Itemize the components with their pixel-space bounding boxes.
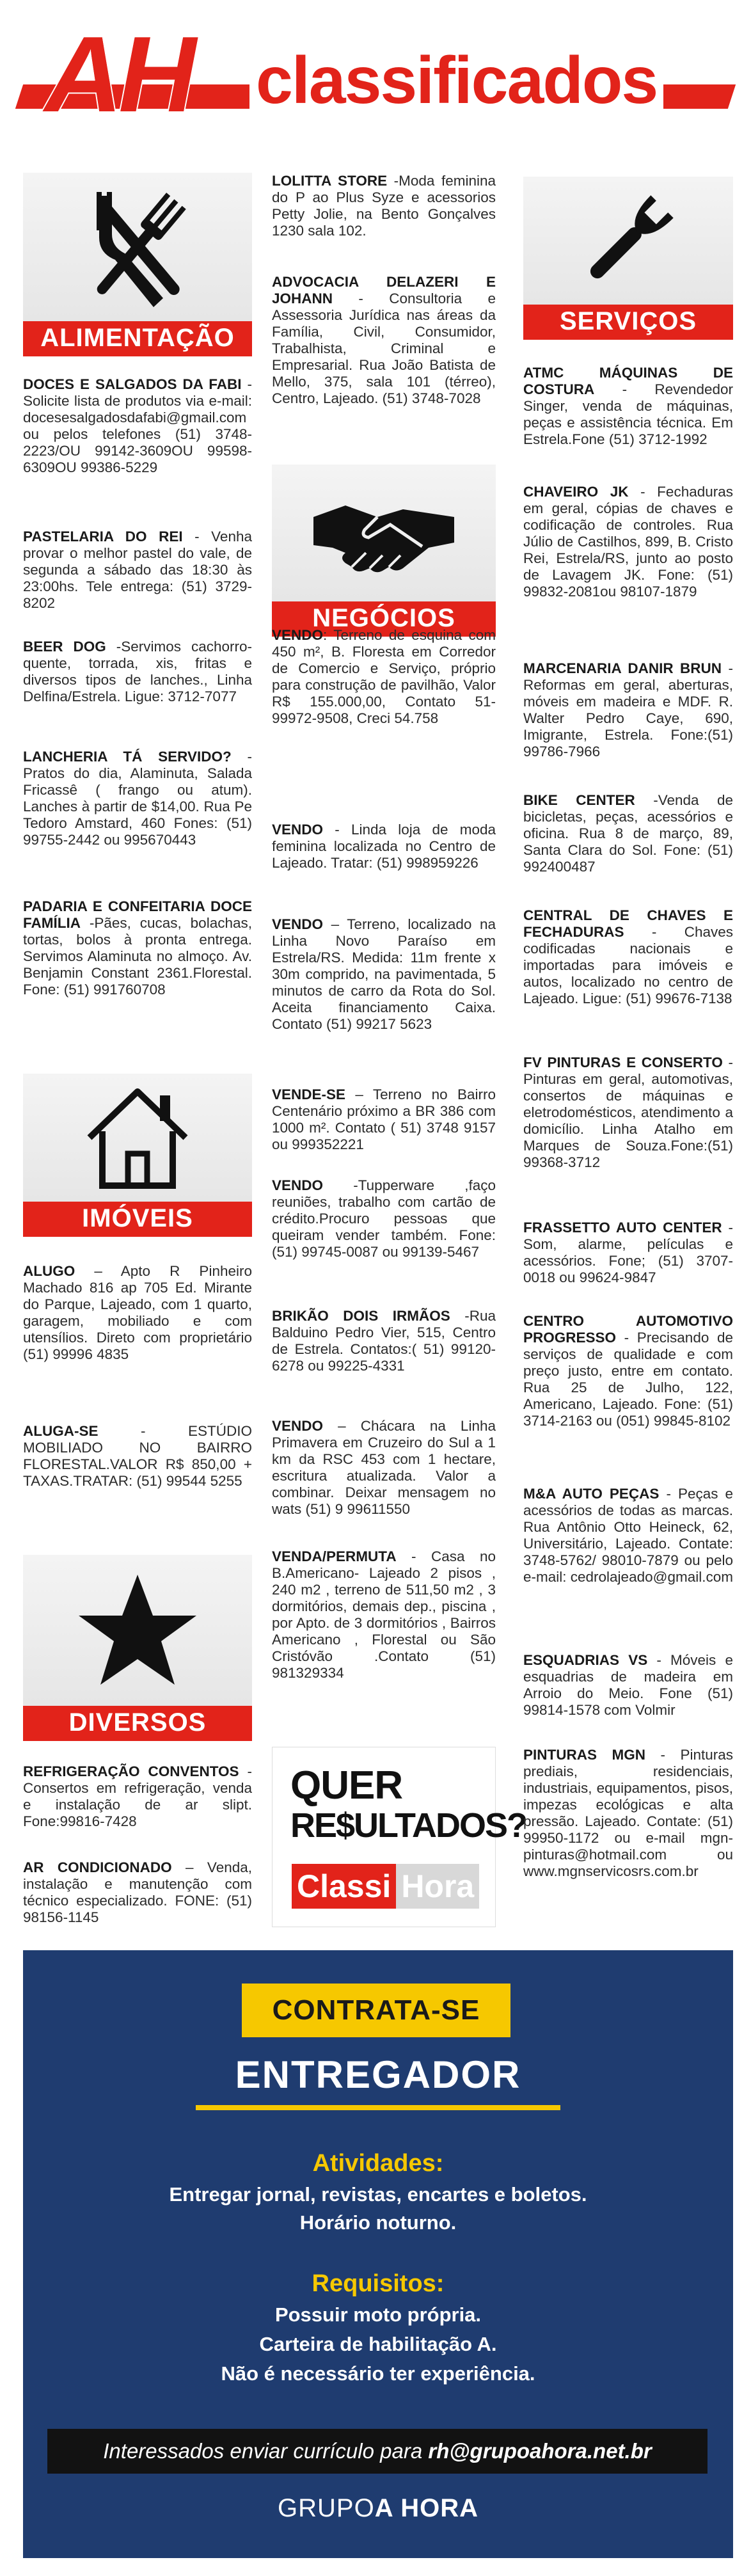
job-ad-banner — [23, 1950, 733, 2558]
ad-item: ADVOCACIA DELAZERI E JOHANN - Consultoria e Assessoria Jurídica nas áreas da Família, Civil, Consumidor, Trabalhista, Criminal e Empresarial. Rua João Batista de Mello, 375, sala 101 (térreo), Centro, Lajeado. (51) 3748-7028 — [272, 274, 496, 406]
role-underline — [196, 2105, 560, 2110]
ad-item: AR CONDICIONADO – Venda, instalação e manutenção com técnico especializado. FONE: (51) 98156-1145 — [23, 1859, 252, 1925]
atividades-heading: Atividades: — [312, 2150, 444, 2177]
requisitos-heading: Requisitos: — [312, 2270, 445, 2297]
ad-item: BEER DOG -Servimos cachorro-quente, torrada, xis, fritas e diversos tipos de lanches., Linha Delfina/Estrela. Ligue: 3712-7077 — [23, 639, 253, 704]
ad-item: VENDO -Tupperware ,faço reuniões, trabalho com cartão de crédito.Procuro pessoas que queiram vender também. Fone: (51) 99745-0087 ou 99139-5467 — [272, 1177, 496, 1260]
ad-item: FV PINTURAS E CONSERTO - Pinturas em geral, automotivas, consertos de máquinas e eletrodomésticos, atendimento a domicílio. Linha Atalho em Marques de Souza.Fone:(51) 99368-3712 — [523, 1054, 733, 1170]
ad-item: LANCHERIA TÁ SERVIDO? - Pratos do dia, Alaminuta, Salada Fricassê ( frango ou atum). Lanches à partir de $14,00. Rua Pe Tedoro Amstard, 460 Fones: (51) 99755-2442 ou 995670443 — [23, 749, 253, 848]
ad-item: ALUGA-SE - ESTÚDIO MOBILIADO NO BAIRRO FLORESTAL.VALOR R$ 850,00 + TAXAS.TRATAR: (51) 99544 5255 — [23, 1423, 252, 1489]
category-diversos — [23, 1555, 252, 1741]
ad-item: ALUGO – Apto R Pinheiro Machado 816 ap 705 Ed. Mirante do Parque, Lajeado, com 1 quarto, garagem, mobiliado e com utensílios. Direto com proprietário (51) 99996 4835 — [23, 1263, 252, 1362]
ad-item: VENDO – Chácara na Linha Primavera em Cruzeiro do Sul a 1 km da RSC 453 com 1 hectare, escritura atualizada. Valor a combinar. Deixar mensagem no wats (51) 9 99611550 — [272, 1418, 496, 1517]
promo-line-1: QUER — [290, 1763, 403, 1808]
ad-item: ESQUADRIAS VS - Móveis e esquadrias de madeira em Arroio do Meio. Fone (51) 99814-1578 com Volmir — [523, 1652, 733, 1718]
ad-item: CENTRAL DE CHAVES E FECHADURAS - Chaves codificadas nacionais e importadas para imóveis e autos, localizado no centro de Lajeado. Ligue: (51) 99676-7138 — [523, 907, 733, 1006]
wrench-icon — [523, 177, 733, 305]
contact-text: Interessados enviar currículo para — [103, 2439, 429, 2463]
category-label-servicos: SERVIÇOS — [523, 305, 733, 340]
ad-item: VENDE-SE – Terreno no Bairro Centenário próximo a BR 386 com 1000 m². Contato ( 51) 3748 9157 ou 999352221 — [272, 1086, 496, 1152]
ad-item: CHAVEIRO JK - Fechaduras em geral, cópias de chaves e codificação de controles. Rua Júlio de Castilhos, 899, B. Cristo Rei, Estrela/RS, junto ao posto de Lavagem JK. Fone: (51) 99832-2081ou 98107-1879 — [523, 484, 733, 600]
ad-item: LOLITTA STORE -Moda feminina do P ao Plus Syze e acessorios Petty Jolie, na Bento Gonçalves 1230 sala 102. — [272, 173, 496, 239]
category-label-negocios: NEGÓCIOS — [272, 601, 496, 637]
promo-quer-resultados[interactable] — [272, 1747, 526, 1927]
promo-line-2: RE$ULTADOS? — [290, 1806, 526, 1845]
ad-item: M&A AUTO PEÇAS - Peças e acessórios de todas as marcas. Rua Antônio Otto Heineck, 62, Universitário, Lajeado. Contate: 3748-5762/ 98010-7879 ou pelo e-mail: cedrolajeado@gmail.com — [523, 1486, 733, 1585]
star-icon — [23, 1555, 252, 1706]
category-label-alimentacao: ALIMENTAÇÃO — [23, 321, 252, 356]
ad-item: DOCES E SALGADOS DA FABI -Solicite lista de produtos via e-mail: docesesalgadosdafabi@gmail.com ou pelos telefones (51) 3748-2223/OU 99142-3609OU 99598-6309OU 99386-5229 — [23, 376, 252, 475]
ad-item: BIKE CENTER -Venda de bicicletas, peças, acessórios e oficina. Rua 8 de março, 89, Santa Clara do Sol. Fone: (51) 992400487 — [523, 792, 734, 875]
category-negocios — [272, 465, 496, 637]
category-label-imoveis: IMÓVEIS — [23, 1202, 252, 1237]
atividades-line: Entregar jornal, revistas, encartes e boletos. — [169, 2183, 587, 2206]
ad-item: ATMC MÁQUINAS DE COSTURA - Revendedor Singer, venda de máquinas, peças e assistência técnica. Em Estrela.Fone (51) 3712-1992 — [523, 365, 733, 447]
ad-item: PINTURAS MGN - Pinturas prediais, residenciais, industriais, equipamentos, pisos, impezas ecológicas e alta pressão. Lajeado. Contate: (51) 99950-1172 ou e-mail mgn-pinturas@hotmail.com ou www.mgnservicosrs.com.br — [523, 1747, 733, 1879]
ad-item: REFRIGERAÇÃO CONVENTOS - Consertos em refrigeração, venda e instalação de ar slipt. Fone:99816-7428 — [23, 1763, 252, 1829]
job-role: ENTREGADOR — [235, 2053, 521, 2096]
requisitos-line: Possuir moto própria. — [274, 2303, 482, 2326]
ad-item: CENTRO AUTOMOTIVO PROGRESSO - Precisando de serviços de qualidade e com preço justo, entre em contato. Rua 25 de Julho, 122, Americano, Lajeado. Fone: (51) 3714-2163 ou (051) 99845-8102 — [523, 1313, 733, 1429]
house-icon — [23, 1074, 252, 1202]
logo-ah: AH — [45, 14, 193, 134]
ad-item: VENDO - Linda loja de moda feminina localizada no Centro de Lajeado. Tratar: (51) 998959226 — [272, 822, 496, 871]
category-imoveis — [23, 1074, 252, 1237]
ad-item: PASTELARIA DO REI - Venha provar o melhor pastel do vale, de segunda a sábado das 18:30 às 23:00hs. Tele entrega: (51) 3729-8202 — [23, 529, 252, 611]
ad-item: VENDO – Terreno, localizado na Linha Novo Paraíso em Estrela/RS. Medida: 11m frente x 30m comprido, na pavimentada, 5 minutos de carro da Rota do Sol. Aceita financiamento Caixa. Contato (51) 99217 5623 — [272, 916, 496, 1032]
logo-word: classificados — [249, 47, 663, 114]
requisitos-line: Carteira de habilitação A. — [259, 2333, 497, 2355]
contact-email-link[interactable]: rh@grupoahora.net.br — [428, 2439, 652, 2463]
category-label-diversos: DIVERSOS — [23, 1706, 252, 1741]
header — [19, 8, 732, 134]
ad-item: MARCENARIA DANIR BRUN -Reformas em geral, aberturas, móveis em madeira e MDF. R. Walter Pedro Caye, 690, Imigrante, Estrela. Fone:(51) 99786-7966 — [523, 660, 734, 759]
contact-bar — [47, 2429, 708, 2474]
ad-item: PADARIA E CONFEITARIA DOCE FAMÍLIA -Pães, cucas, bolachas, tortas, bolos à pronta entrega. Servimos Alaminuta no almoço. Av. Benjamin Constant 2361.Florestal. Fone: (51) 991760708 — [23, 898, 252, 998]
requisitos-line: Não é necessário ter experiência. — [221, 2362, 535, 2385]
handshake-icon — [272, 465, 496, 601]
ad-item: FRASSETTO AUTO CENTER - Som, alarme, películas e acessórios. Fone; (51) 3707-0018 ou 99624-9847 — [523, 1220, 733, 1285]
category-servicos — [523, 177, 733, 340]
category-alimentacao — [23, 173, 252, 356]
ad-item: VENDA/PERMUTA - Casa no B.Americano- Lajeado 2 pisos , 240 m2 , terreno de 511,50 m2 , 3 dormitórios, demais dep., piscina , por Apto. de 3 dormitórios , Bairros Americano , Florestal ou São Cristóvão .Contato (51) 981329334 — [272, 1548, 496, 1681]
grupo-a-hora-logo: GRUPOA HORA — [278, 2494, 478, 2522]
fork-knife-icon — [23, 173, 252, 321]
classihora-logo: Classi Hora — [292, 1864, 477, 1909]
ad-item: BRIKÃO DOIS IRMÃOS -Rua Balduino Pedro Vier, 515, Centro de Estrela. Contatos:( 51) 99120-6278 ou 99225-4331 — [272, 1308, 496, 1374]
contrata-se-badge: CONTRATA-SE — [242, 1984, 510, 2037]
atividades-line: Horário noturno. — [299, 2211, 457, 2234]
ad-item: VENDO: Terreno de esquina com 450 m², B. Floresta em Corredor de Comercio e Serviço, próprio para construção de pavilhão, Valor R$ 155.000,00, Contato 51- 99972-9508, Creci 54.758 — [272, 627, 496, 726]
